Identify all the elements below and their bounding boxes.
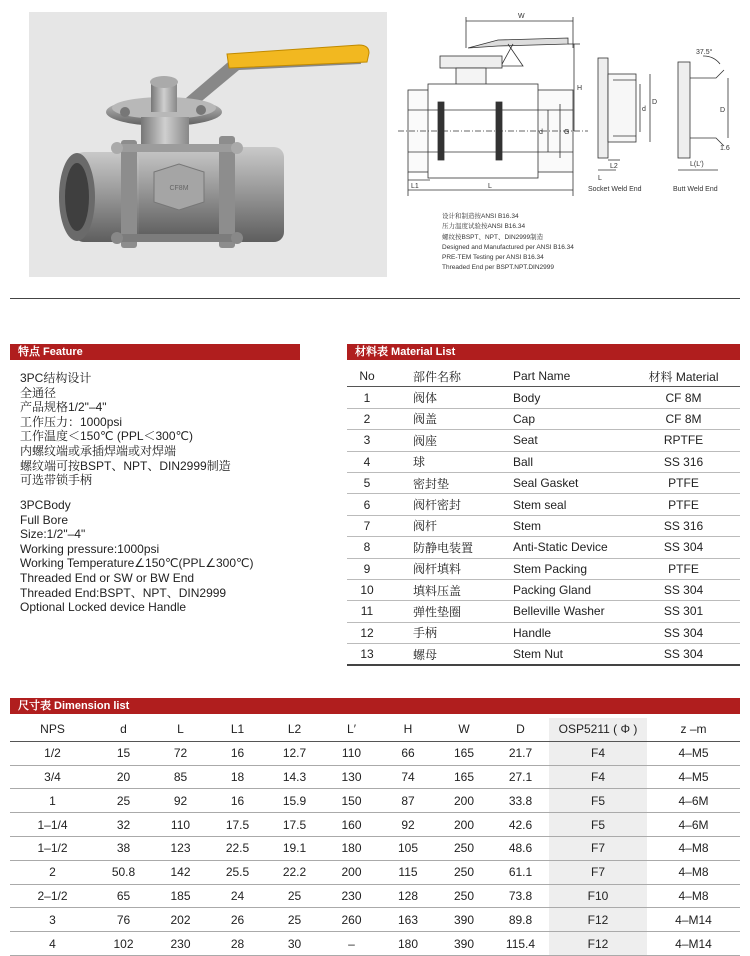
material-no: 8: [347, 537, 387, 558]
dimension-row: [10, 884, 740, 908]
feature-en-line: Full Bore: [20, 512, 69, 527]
dimension-cell: 25: [95, 789, 152, 813]
feature-header: 特点 Feature: [10, 344, 300, 360]
dimension-cell: 38: [95, 836, 152, 860]
dimension-cell: 20: [95, 765, 152, 789]
material-no: 1: [347, 387, 387, 408]
dimension-cell: 185: [152, 884, 209, 908]
dim-g-label: G: [564, 129, 570, 136]
dimension-cell: 250: [436, 884, 492, 908]
dimension-cell: 17.5: [209, 813, 266, 837]
dimension-row: [10, 836, 740, 860]
dimension-cell: 16: [209, 789, 266, 813]
material-no: 2: [347, 408, 387, 429]
dimension-cell: 4–M5: [647, 765, 740, 789]
dimension-cell: 87: [380, 789, 436, 813]
dimension-cell: F7: [549, 860, 647, 884]
divider: [10, 298, 740, 299]
feature-cn-line: 可选带锁手柄: [20, 473, 93, 488]
dimension-cell: 230: [323, 884, 380, 908]
dimension-col-header: W: [436, 718, 492, 741]
dimension-table: [10, 718, 740, 956]
material-header-row: [347, 366, 740, 387]
dimension-row: [10, 765, 740, 789]
dim-lprime-label: L(L′): [690, 161, 704, 168]
dimension-cell: 85: [152, 765, 209, 789]
dimension-cell: 4–M14: [647, 908, 740, 932]
dimension-cell: 92: [152, 789, 209, 813]
dimension-cell: 123: [152, 836, 209, 860]
dim-l2-label: L2: [610, 163, 618, 170]
dimension-row: [10, 789, 740, 813]
dimension-cell: 130: [323, 765, 380, 789]
material-col-no: No: [347, 366, 387, 387]
dimension-cell: 180: [380, 932, 436, 956]
material-row: [347, 387, 740, 408]
dimension-cell: 16: [209, 741, 266, 765]
dimension-cell: 25: [266, 908, 323, 932]
feature-cn-line: 螺纹端可按BSPT、NPT、DIN2999制造: [20, 458, 231, 473]
dimension-cell: 230: [152, 932, 209, 956]
note-line: 螺纹按BSPT、NPT、DIN2999制造: [442, 233, 544, 241]
dimension-cell: F4: [549, 765, 647, 789]
dimension-row: [10, 860, 740, 884]
material-part-cn: 螺母: [387, 644, 499, 666]
material-col-cn: 部件名称: [387, 366, 499, 387]
material-row: [347, 451, 740, 472]
dimension-cell: 160: [323, 813, 380, 837]
dimension-cell: 66: [380, 741, 436, 765]
dimension-col-header: NPS: [10, 718, 95, 741]
dimension-row: [10, 908, 740, 932]
dimension-cell: 76: [95, 908, 152, 932]
material-part-cn: 阀杆填料: [387, 558, 499, 579]
dimension-cell: 4: [10, 932, 95, 956]
dimension-col-header: H: [380, 718, 436, 741]
dimension-cell: 24: [209, 884, 266, 908]
feature-en-line: Optional Locked device Handle: [20, 600, 187, 615]
note-line: 压力温度试验按ANSI B16.34: [442, 223, 526, 231]
material-part-name: Stem: [499, 515, 627, 536]
dimension-row: [10, 932, 740, 956]
dimension-cell: 32: [95, 813, 152, 837]
dimension-cell: 15: [95, 741, 152, 765]
dimension-cell: 165: [436, 741, 492, 765]
material-part-cn: 防静电装置: [387, 537, 499, 558]
dimension-cell: 22.5: [209, 836, 266, 860]
dimension-cell: F5: [549, 813, 647, 837]
material-part-name: Packing Gland: [499, 579, 627, 600]
dimension-cell: F12: [549, 932, 647, 956]
dim-16-label: 1.6: [720, 145, 730, 152]
material-no: 4: [347, 451, 387, 472]
dimension-cell: 3/4: [10, 765, 95, 789]
material-col-part: Part Name: [499, 366, 627, 387]
material-part-cn: 球: [387, 451, 499, 472]
dimension-col-header: d: [95, 718, 152, 741]
material-grade: SS 304: [627, 579, 740, 600]
dimension-cell: 50.8: [95, 860, 152, 884]
dimension-cell: 89.8: [492, 908, 549, 932]
material-row: [347, 644, 740, 666]
dimension-cell: 18: [209, 765, 266, 789]
valve-cross-section-diagram: [398, 8, 738, 208]
dimension-col-header: z –m: [647, 718, 740, 741]
material-row: [347, 601, 740, 622]
dimension-cell: 92: [380, 813, 436, 837]
butt-weld-caption: Butt Weld End: [673, 186, 718, 193]
dimension-col-header: L2: [266, 718, 323, 741]
material-no: 3: [347, 430, 387, 451]
material-grade: PTFE: [627, 494, 740, 515]
feature-cn-line: 产品规格1/2"–4": [20, 400, 107, 415]
dimension-cell: 260: [323, 908, 380, 932]
material-part-name: Stem seal: [499, 494, 627, 515]
dimension-cell: 42.6: [492, 813, 549, 837]
dimension-cell: F12: [549, 908, 647, 932]
dim-w-label: W: [518, 13, 525, 20]
material-part-name: Anti-Static Device: [499, 537, 627, 558]
material-row: [347, 430, 740, 451]
dim-h-label: H: [577, 85, 583, 92]
dimension-cell: 202: [152, 908, 209, 932]
material-row: [347, 408, 740, 429]
dimension-col-header: L′: [323, 718, 380, 741]
material-part-name: Stem Nut: [499, 644, 627, 666]
material-no: 7: [347, 515, 387, 536]
material-grade: SS 304: [627, 644, 740, 666]
material-grade: CF 8M: [627, 387, 740, 408]
dim-angle-label: 37.5°: [696, 49, 713, 56]
dimension-cell: 115: [380, 860, 436, 884]
dimension-cell: 74: [380, 765, 436, 789]
dimension-cell: 2–1/2: [10, 884, 95, 908]
dimension-cell: 110: [152, 813, 209, 837]
dimension-cell: 30: [266, 932, 323, 956]
material-grade: SS 301: [627, 601, 740, 622]
dimension-cell: F5: [549, 789, 647, 813]
material-part-name: Handle: [499, 622, 627, 643]
dimension-cell: 180: [323, 836, 380, 860]
product-photo: [29, 12, 387, 277]
material-no: 5: [347, 472, 387, 493]
dimension-cell: 250: [436, 836, 492, 860]
feature-cn-line: 3PC结构设计: [20, 371, 92, 385]
dimension-col-header: OSP5211 ( Φ ): [549, 718, 647, 741]
note-line: 设计和制造按ANSI B16.34: [442, 213, 519, 220]
dimension-cell: 250: [436, 860, 492, 884]
dim-small-d-label: d: [642, 106, 646, 113]
dimension-cell: 200: [436, 813, 492, 837]
dimension-cell: 33.8: [492, 789, 549, 813]
feature-en-line: Working Temperature∠150℃(PPL∠300℃): [20, 556, 254, 571]
dimension-cell: 128: [380, 884, 436, 908]
standards-notes: [442, 212, 574, 274]
feature-cn-list: [20, 371, 231, 488]
dimension-cell: 17.5: [266, 813, 323, 837]
feature-en-line: Threaded End or SW or BW End: [20, 570, 195, 585]
dimension-cell: 15.9: [266, 789, 323, 813]
ball-valve-illustration: [29, 12, 387, 277]
material-grade: RPTFE: [627, 430, 740, 451]
dimension-cell: 48.6: [492, 836, 549, 860]
dim-butt-d-label: D: [720, 107, 726, 114]
dimension-cell: 4–M8: [647, 884, 740, 908]
dimension-cell: 110: [323, 741, 380, 765]
dimension-cell: F4: [549, 741, 647, 765]
material-row: [347, 515, 740, 536]
dimension-col-header: L: [152, 718, 209, 741]
material-part-name: Ball: [499, 451, 627, 472]
dimension-cell: 4–M8: [647, 860, 740, 884]
dimension-col-header: L1: [209, 718, 266, 741]
note-line: PRE-TEM Testing per ANSI B16.34: [442, 254, 544, 262]
dimension-cell: 1: [10, 789, 95, 813]
material-no: 12: [347, 622, 387, 643]
dimension-cell: F10: [549, 884, 647, 908]
material-part-cn: 阀盖: [387, 408, 499, 429]
material-part-name: Cap: [499, 408, 627, 429]
dimension-cell: 26: [209, 908, 266, 932]
dimension-header: 尺寸表 Dimension list: [10, 698, 740, 714]
feature-cn-line: 内螺纹端或承插焊端或对焊端: [20, 443, 177, 458]
dimension-cell: 4–M5: [647, 741, 740, 765]
dimension-cell: 102: [95, 932, 152, 956]
material-part-cn: 阀座: [387, 430, 499, 451]
dimension-cell: 4–6M: [647, 813, 740, 837]
note-line: Designed and Manufactured per ANSI B16.34: [442, 243, 574, 251]
dim-l1-label: L1: [411, 183, 419, 190]
material-part-cn: 阀杆密封: [387, 494, 499, 515]
dimension-cell: 72: [152, 741, 209, 765]
feature-cn-line: 工作压力：1000psi: [20, 414, 123, 429]
material-part-cn: 密封垫: [387, 472, 499, 493]
material-no: 11: [347, 601, 387, 622]
dimension-cell: 200: [436, 789, 492, 813]
material-no: 9: [347, 558, 387, 579]
dim-d-label: d: [539, 129, 543, 136]
dimension-row: [10, 741, 740, 765]
material-grade: SS 304: [627, 537, 740, 558]
dim-big-d-label: D: [652, 99, 658, 106]
dimension-cell: 25.5: [209, 860, 266, 884]
material-row: [347, 537, 740, 558]
dimension-cell: 4–6M: [647, 789, 740, 813]
dimension-cell: –: [323, 932, 380, 956]
material-part-cn: 手柄: [387, 622, 499, 643]
material-part-cn: 阀杆: [387, 515, 499, 536]
dimension-row: [10, 813, 740, 837]
note-line: Threaded End per BSPT.NPT.DIN2999: [442, 264, 555, 272]
dimension-cell: 4–M8: [647, 836, 740, 860]
dimension-cell: 163: [380, 908, 436, 932]
dimension-cell: 28: [209, 932, 266, 956]
material-part-cn: 填料压盖: [387, 579, 499, 600]
dimension-cell: 165: [436, 765, 492, 789]
dimension-cell: 150: [323, 789, 380, 813]
material-row: [347, 472, 740, 493]
dimension-cell: 1–1/4: [10, 813, 95, 837]
dimension-cell: F7: [549, 836, 647, 860]
dimension-cell: 2: [10, 860, 95, 884]
dim-l-label: L: [488, 183, 492, 190]
body-marking: CF8M: [169, 185, 189, 192]
dim-l-socket-label: L: [598, 175, 602, 182]
material-row: [347, 558, 740, 579]
dimension-cell: 27.1: [492, 765, 549, 789]
material-row: [347, 494, 740, 515]
dimension-header-row: [10, 718, 740, 741]
material-row: [347, 622, 740, 643]
dimension-cell: 73.8: [492, 884, 549, 908]
feature-en-line: 3PCBody: [20, 498, 71, 512]
dimension-cell: 390: [436, 908, 492, 932]
material-no: 13: [347, 644, 387, 666]
material-part-cn: 弹性垫圈: [387, 601, 499, 622]
material-no: 6: [347, 494, 387, 515]
material-grade: SS 316: [627, 515, 740, 536]
dimension-cell: 4–M14: [647, 932, 740, 956]
feature-en-line: Threaded End:BSPT、NPT、DIN2999: [20, 585, 227, 600]
material-part-name: Stem Packing: [499, 558, 627, 579]
material-no: 10: [347, 579, 387, 600]
feature-en-list: [20, 498, 253, 615]
material-col-material: 材料 Material: [627, 366, 740, 387]
dimension-cell: 14.3: [266, 765, 323, 789]
material-grade: CF 8M: [627, 408, 740, 429]
dimension-cell: 21.7: [492, 741, 549, 765]
dimension-cell: 25: [266, 884, 323, 908]
dimension-cell: 390: [436, 932, 492, 956]
material-grade: SS 316: [627, 451, 740, 472]
material-grade: SS 304: [627, 622, 740, 643]
material-part-name: Belleville Washer: [499, 601, 627, 622]
socket-weld-caption: Socket Weld End: [588, 186, 642, 193]
feature-en-line: Working pressure:1000psi: [20, 541, 160, 556]
material-part-name: Seat: [499, 430, 627, 451]
material-grade: PTFE: [627, 472, 740, 493]
dimension-cell: 105: [380, 836, 436, 860]
dimension-cell: 3: [10, 908, 95, 932]
material-header: 材料表 Material List: [347, 344, 740, 360]
dimension-cell: 65: [95, 884, 152, 908]
dimension-cell: 1/2: [10, 741, 95, 765]
dimension-cell: 115.4: [492, 932, 549, 956]
feature-cn-line: 工作温度＜150℃ (PPL＜300℃): [20, 429, 194, 444]
material-part-cn: 阀体: [387, 387, 499, 408]
material-table: [347, 366, 740, 666]
material-grade: PTFE: [627, 558, 740, 579]
dimension-cell: 1–1/2: [10, 836, 95, 860]
material-part-name: Body: [499, 387, 627, 408]
feature-cn-line: 全通径: [20, 385, 57, 400]
feature-en-line: Size:1/2"–4": [20, 527, 86, 542]
dimension-cell: 142: [152, 860, 209, 884]
dimension-cell: 19.1: [266, 836, 323, 860]
dimension-cell: 200: [323, 860, 380, 884]
dimension-cell: 22.2: [266, 860, 323, 884]
dimension-cell: 12.7: [266, 741, 323, 765]
material-row: [347, 579, 740, 600]
dimension-col-header: D: [492, 718, 549, 741]
dimension-cell: 61.1: [492, 860, 549, 884]
material-part-name: Seal Gasket: [499, 472, 627, 493]
